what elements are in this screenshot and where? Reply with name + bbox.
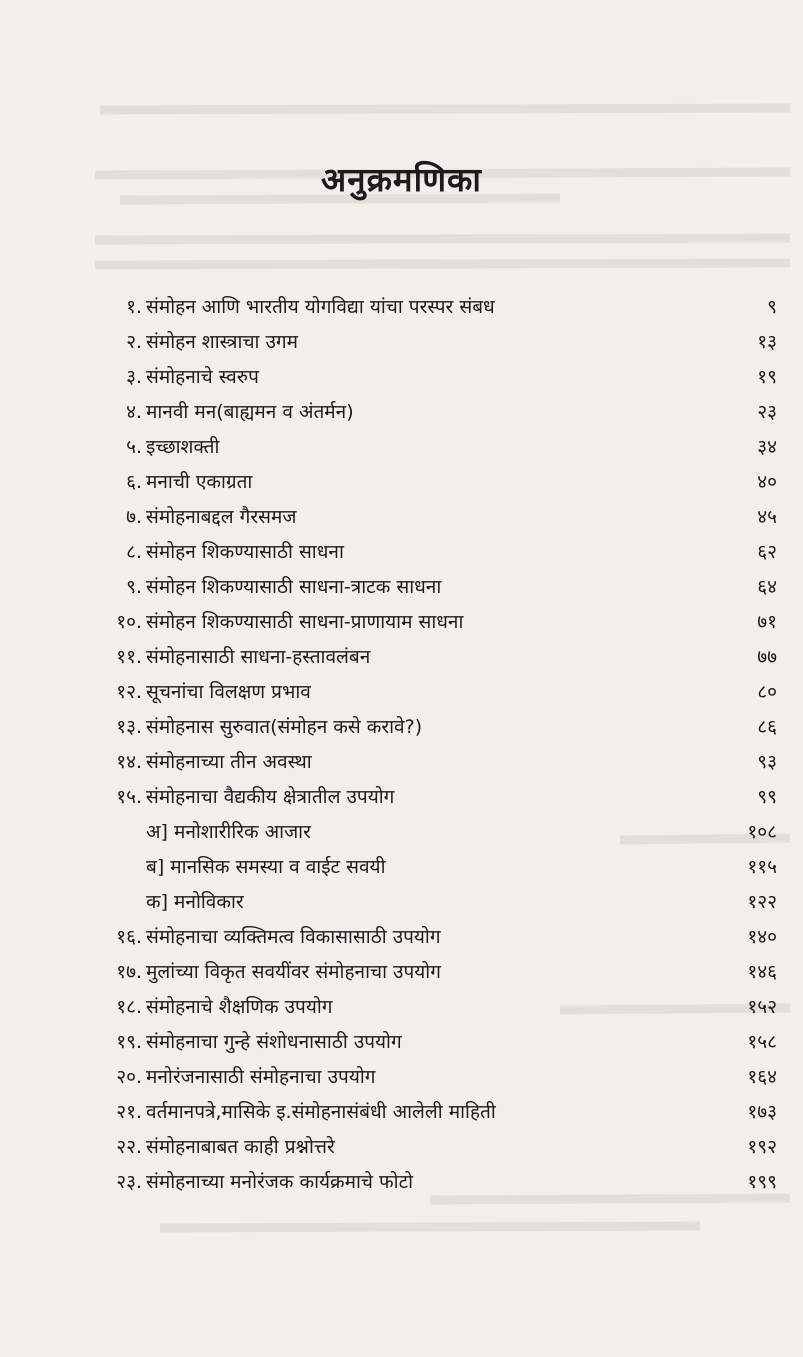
entry-page: ६२ bbox=[757, 541, 777, 563]
toc-entry[interactable] bbox=[0, 1132, 803, 1162]
entry-number: १३. bbox=[116, 716, 142, 738]
entry-page: ११५ bbox=[747, 856, 777, 878]
entry-title: इच्छाशक्ती bbox=[146, 436, 220, 458]
entry-title: संमोहन शिकण्यासाठी साधना-त्राटक साधना bbox=[146, 576, 442, 598]
entry-number: १४. bbox=[116, 751, 142, 773]
entry-page: १६४ bbox=[747, 1066, 777, 1088]
entry-page: १५२ bbox=[747, 996, 777, 1018]
entry-page: १४६ bbox=[747, 961, 777, 983]
toc-entry[interactable] bbox=[0, 362, 803, 392]
toc-subentry[interactable] bbox=[0, 817, 803, 847]
entry-title: संमोहनाबाबत काही प्रश्नोत्तरे bbox=[146, 1136, 335, 1158]
entry-title: संमोहनाचे स्वरुप bbox=[146, 366, 259, 388]
entry-page: ६४ bbox=[757, 576, 777, 598]
entry-number: ६. bbox=[126, 471, 142, 493]
entry-page: ९ bbox=[767, 296, 777, 318]
entry-number: १६. bbox=[116, 926, 142, 948]
entry-title: मानवी मन(बाह्यमन व अंतर्मन) bbox=[146, 401, 354, 423]
entry-page: ४० bbox=[757, 471, 777, 493]
entry-title: संमोहन शिकण्यासाठी साधना bbox=[146, 541, 344, 563]
toc-entry[interactable] bbox=[0, 292, 803, 322]
toc-entry[interactable] bbox=[0, 922, 803, 952]
entry-number: ९. bbox=[126, 576, 142, 598]
entry-number: १८. bbox=[116, 996, 142, 1018]
entry-title: संमोहन शास्त्राचा उगम bbox=[146, 331, 298, 353]
entry-title: ब] मानसिक समस्या व वाईट सवयी bbox=[146, 856, 386, 878]
toc-entry[interactable] bbox=[0, 677, 803, 707]
entry-title: संमोहनाचा व्यक्तिमत्व विकासासाठी उपयोग bbox=[146, 926, 441, 948]
entry-title: संमोहनाचा वैद्यकीय क्षेत्रातील उपयोग bbox=[146, 786, 395, 808]
entry-title: संमोहनाच्या तीन अवस्था bbox=[146, 751, 312, 773]
page-title: अनुक्रमणिका bbox=[321, 160, 482, 199]
entry-page: १३ bbox=[757, 331, 777, 353]
entry-page: १९ bbox=[757, 366, 777, 388]
entry-page: १४० bbox=[747, 926, 777, 948]
toc-subentry[interactable] bbox=[0, 887, 803, 917]
toc-entry[interactable] bbox=[0, 782, 803, 812]
toc-entry[interactable] bbox=[0, 432, 803, 462]
entry-page: ९३ bbox=[757, 751, 777, 773]
entry-title: संमोहनाचा गुन्हे संशोधनासाठी उपयोग bbox=[146, 1031, 402, 1053]
entry-title: अ] मनोशारीरिक आजार bbox=[146, 821, 311, 843]
entry-title: संमोहनासाठी साधना-हस्तावलंबन bbox=[146, 646, 371, 668]
entry-number: ११. bbox=[116, 646, 142, 668]
entry-number: ३. bbox=[126, 366, 142, 388]
entry-number: १७. bbox=[116, 961, 142, 983]
entry-page: १२२ bbox=[747, 891, 777, 913]
entry-number: २०. bbox=[116, 1066, 142, 1088]
entry-number: १५. bbox=[116, 786, 142, 808]
entry-page: १७३ bbox=[747, 1101, 777, 1123]
toc-entry[interactable] bbox=[0, 1167, 803, 1197]
entry-number: २२. bbox=[116, 1136, 142, 1158]
entry-page: ८० bbox=[757, 681, 777, 703]
entry-title: संमोहनाबद्दल गैरसमज bbox=[146, 506, 297, 528]
toc-entry[interactable] bbox=[0, 467, 803, 497]
entry-page: ९९ bbox=[757, 786, 777, 808]
entry-number: २. bbox=[126, 331, 142, 353]
toc-entry[interactable] bbox=[0, 642, 803, 672]
toc-entry[interactable] bbox=[0, 607, 803, 637]
entry-page: १५८ bbox=[747, 1031, 777, 1053]
entry-number: १. bbox=[126, 296, 142, 318]
toc-entry[interactable] bbox=[0, 502, 803, 532]
toc-entry[interactable] bbox=[0, 327, 803, 357]
entry-title: क] मनोविकार bbox=[146, 891, 244, 913]
toc-subentry[interactable] bbox=[0, 852, 803, 882]
entry-page: १९९ bbox=[747, 1171, 777, 1193]
entry-number: ५. bbox=[126, 436, 142, 458]
entry-number: ४. bbox=[126, 401, 142, 423]
entry-page: २३ bbox=[757, 401, 777, 423]
toc-entry[interactable] bbox=[0, 537, 803, 567]
entry-page: ४५ bbox=[757, 506, 777, 528]
entry-page: ३४ bbox=[757, 436, 777, 458]
toc-entry[interactable] bbox=[0, 992, 803, 1022]
entry-title: मनोरंजनासाठी संमोहनाचा उपयोग bbox=[146, 1066, 376, 1088]
toc-entry[interactable] bbox=[0, 1027, 803, 1057]
entry-page: ७७ bbox=[757, 646, 777, 668]
entry-title: संमोहन आणि भारतीय योगविद्या यांचा परस्पर संबध bbox=[146, 296, 495, 318]
entry-page: १०८ bbox=[747, 821, 777, 843]
toc-entry[interactable] bbox=[0, 572, 803, 602]
entry-title: वर्तमानपत्रे,मासिके इ.संमोहनासंबंधी आलेली माहिती bbox=[146, 1101, 496, 1123]
entry-number: ८. bbox=[126, 541, 142, 563]
toc-entry[interactable] bbox=[0, 1062, 803, 1092]
entry-title: सूचनांचा विलक्षण प्रभाव bbox=[146, 681, 311, 703]
toc-entry[interactable] bbox=[0, 1097, 803, 1127]
entry-title: संमोहनास सुरुवात(संमोहन कसे करावे?) bbox=[146, 716, 423, 738]
entry-number: २३. bbox=[116, 1171, 142, 1193]
toc-entry[interactable] bbox=[0, 397, 803, 427]
toc-entry[interactable] bbox=[0, 957, 803, 987]
toc-entry[interactable] bbox=[0, 747, 803, 777]
entry-number: १०. bbox=[116, 611, 142, 633]
entry-number: २१. bbox=[116, 1101, 142, 1123]
entry-number: १२. bbox=[116, 681, 142, 703]
entry-page: १९२ bbox=[747, 1136, 777, 1158]
entry-title: संमोहनाच्या मनोरंजक कार्यक्रमाचे फोटो bbox=[146, 1171, 414, 1193]
entry-page: ७१ bbox=[757, 611, 777, 633]
entry-number: ७. bbox=[126, 506, 142, 528]
entry-title: संमोहन शिकण्यासाठी साधना-प्राणायाम साधना bbox=[146, 611, 464, 633]
entry-title: संमोहनाचे शैक्षणिक उपयोग bbox=[146, 996, 333, 1018]
toc-entry[interactable] bbox=[0, 712, 803, 742]
entry-number: १९. bbox=[116, 1031, 142, 1053]
entry-title: मुलांच्या विकृत सवयींवर संमोहनाचा उपयोग bbox=[146, 961, 441, 983]
entry-title: मनाची एकाग्रता bbox=[146, 471, 253, 493]
entry-page: ८६ bbox=[757, 716, 777, 738]
